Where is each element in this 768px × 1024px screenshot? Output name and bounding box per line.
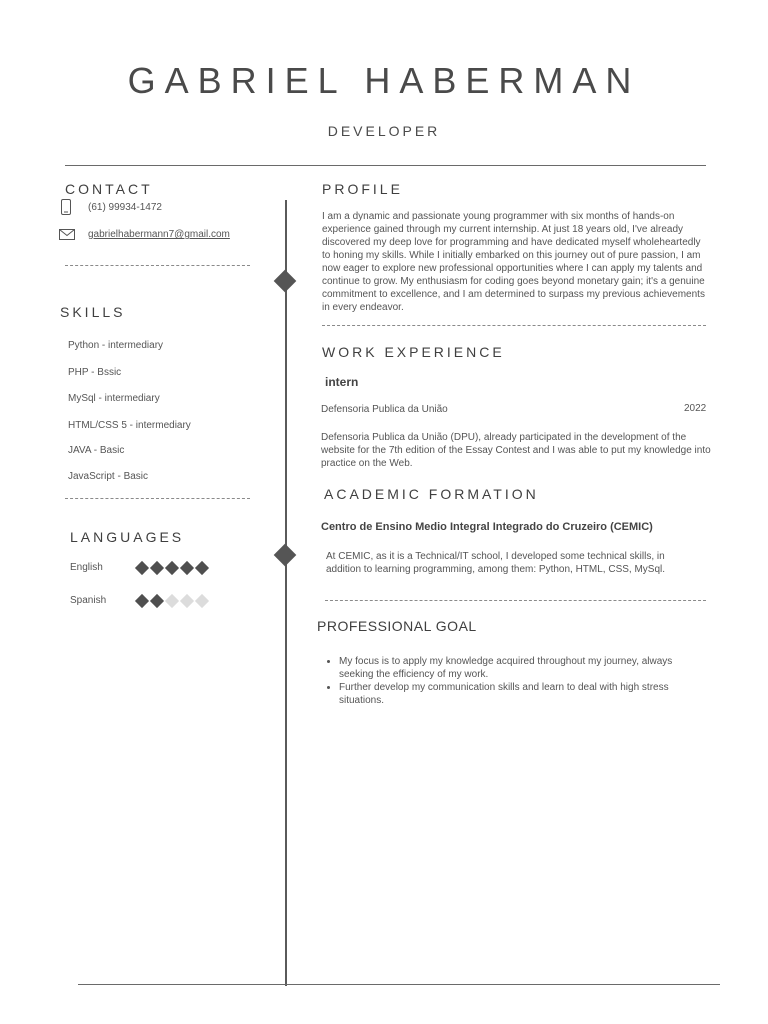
goal-list	[321, 655, 693, 707]
rating-filled-icon	[150, 561, 164, 575]
languages-title: LANGUAGES	[70, 529, 185, 545]
goal-list-wrapper	[321, 655, 693, 707]
skill-item: PHP - Bssic	[68, 367, 122, 378]
rating-filled-icon	[180, 561, 194, 575]
header-divider	[65, 165, 706, 166]
rating-filled-icon	[195, 561, 209, 575]
skill-item: JAVA - Basic	[68, 445, 125, 456]
language-rating	[137, 563, 207, 573]
contact-phone: (61) 99934-1472	[88, 202, 162, 213]
rating-empty-icon	[180, 594, 194, 608]
academic-description: At CEMIC, as it is a Technical/IT school, I developed some technical skills, in addition to learning programming, among them: Python, HTML, CSS, MySql.	[326, 551, 666, 575]
skills-title: SKILLS	[60, 304, 126, 320]
job-role: DEVELOPER	[327, 123, 441, 139]
phone-icon	[61, 199, 71, 215]
work-title: WORK EXPERIENCE	[322, 344, 505, 360]
footer-divider	[78, 984, 720, 985]
skill-item: JavaScript - Basic	[68, 471, 149, 482]
profile-title: PROFILE	[322, 181, 403, 197]
rating-empty-icon	[165, 594, 179, 608]
timeline-line	[285, 200, 287, 986]
academic-school: Centro de Ensino Medio Integral Integrado do Cruzeiro (CEMIC)	[321, 521, 653, 533]
goal-item: • Further develop my communication skills and learn to deal with high stress situations.	[339, 681, 693, 707]
section-divider	[325, 600, 706, 601]
work-year: 2022	[684, 403, 707, 414]
rating-empty-icon	[195, 594, 209, 608]
section-divider	[65, 498, 250, 499]
section-divider	[65, 265, 250, 266]
work-company: Defensoria Publica da União	[321, 404, 448, 415]
person-name: GABRIEL HABERMAN	[127, 60, 641, 101]
timeline-diamond	[274, 544, 297, 567]
work-description: Defensoria Publica da União (DPU), already participated in the development of the website for the 7th edition of the Essay Contest and I was able to put my knowledge into practice on the Web.	[321, 432, 711, 469]
goal-item: • My focus is to apply my knowledge acquired throughout my journey, always seeking the efficiency of my work.	[339, 655, 693, 681]
language-name: English	[70, 562, 103, 573]
rating-filled-icon	[165, 561, 179, 575]
rating-filled-icon	[135, 594, 149, 608]
rating-filled-icon	[150, 594, 164, 608]
contact-email[interactable]: gabrielhabermann7@gmail.com	[88, 229, 230, 240]
language-name: Spanish	[70, 595, 107, 606]
skill-item: MySql - intermediary	[68, 393, 160, 404]
goal-title: PROFESSIONAL GOAL	[317, 618, 477, 634]
rating-filled-icon	[135, 561, 149, 575]
skill-item: HTML/CSS 5 - intermediary	[68, 420, 191, 431]
skill-item: Python - intermediary	[68, 340, 164, 351]
contact-title: CONTACT	[65, 181, 153, 197]
profile-text: I am a dynamic and passionate young programmer with six months of hands-on experience gained through my current internship. At just 18 years old, I've already discovered my deep love for programming and have dedicated myself wholeheartedly to honing my skills. While I initially embarked on this journey out of pure passion, I am now eager to explore new professional opportunities where I can apply my talents and continue to grow. My enthusiasm for coding goes beyond monetary gain; it's a genuine commitment to excellence, and I am determined to surpass my previous achievements in every endeavor.	[322, 211, 705, 313]
academic-title: ACADEMIC FORMATION	[324, 486, 539, 502]
section-divider	[322, 325, 706, 326]
work-position: intern	[325, 375, 359, 389]
timeline-diamond	[274, 270, 297, 293]
language-rating	[137, 596, 207, 606]
email-icon	[59, 229, 75, 240]
